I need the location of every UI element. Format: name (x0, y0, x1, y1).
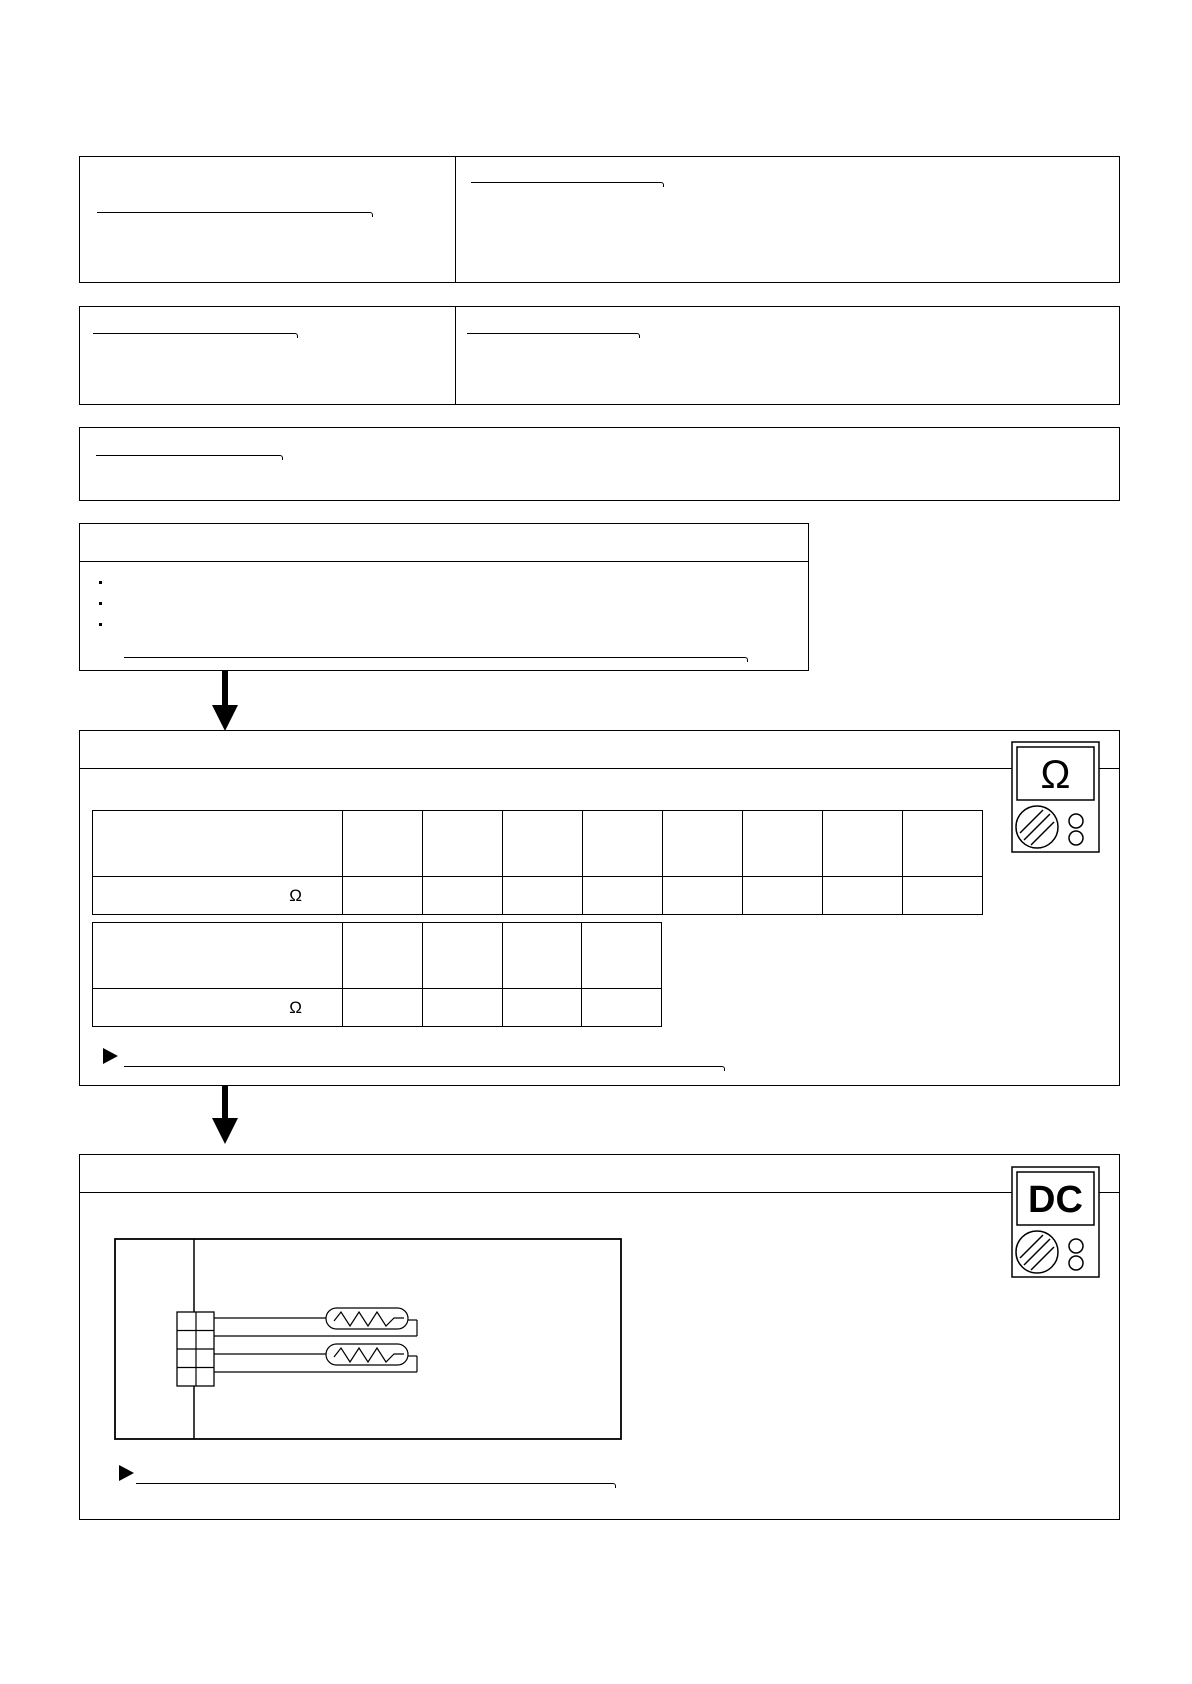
info-box-top (79, 156, 1120, 283)
triangle-marker-icon (103, 1048, 118, 1064)
unit-label: Ω (93, 877, 343, 915)
step-box-1-title-divider (79, 561, 809, 562)
step-box-2-title-divider (79, 768, 1120, 769)
ohmmeter-icon (1011, 741, 1100, 853)
dc-voltmeter-icon (1011, 1166, 1100, 1278)
blank-field (124, 657, 745, 658)
info-box-middle-divider (455, 306, 456, 405)
flow-arrow-shaft (222, 671, 228, 707)
step-box-3-title-divider (79, 1192, 1120, 1193)
blank-field (467, 333, 637, 334)
flow-arrow-head (212, 1118, 238, 1144)
resistance-table-2 (92, 922, 662, 1027)
info-box-bottom (79, 427, 1120, 501)
info-box-middle (79, 306, 1120, 405)
blank-field (93, 333, 295, 334)
flow-arrow-shaft (222, 1086, 228, 1120)
info-box-top-divider (455, 156, 456, 283)
connector-icon (177, 1312, 214, 1386)
resistance-table-1 (92, 810, 983, 915)
blank-field (124, 1066, 722, 1067)
triangle-marker-icon (119, 1465, 134, 1481)
blank-field (96, 455, 280, 456)
unit-label: Ω (93, 989, 343, 1027)
bullet-point (99, 581, 102, 584)
blank-field (97, 212, 370, 213)
bullet-point (99, 623, 102, 626)
blank-field (136, 1483, 613, 1484)
connector-diagram (114, 1238, 622, 1440)
blank-field (471, 182, 661, 183)
step-box-1 (79, 523, 809, 671)
flow-arrow-head (212, 705, 238, 731)
bullet-point (99, 602, 102, 605)
dc-symbol: DC (1028, 1179, 1083, 1221)
ohm-symbol: Ω (1040, 753, 1071, 797)
